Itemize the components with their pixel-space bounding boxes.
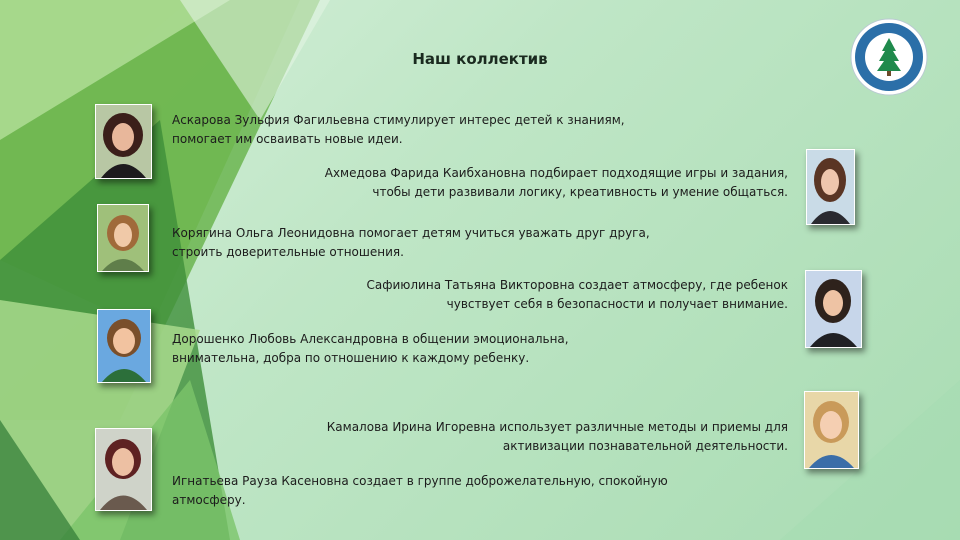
text-line: Камалова Ирина Игоревна использует различные методы и приемы для [326, 420, 788, 434]
photo-safiyulina [805, 270, 862, 348]
text-line: Сафиюлина Татьяна Викторовна создает атмосферу, где ребенок [366, 278, 788, 292]
text-line: Корягина Ольга Леонидовна помогает детям учиться уважать друг друга, [172, 226, 650, 240]
staff-description-doroshenko [172, 330, 569, 368]
text-line: чтобы дети развивали логику, креативность и умение общаться. [372, 185, 788, 199]
photo-askarova [95, 104, 152, 179]
text-line: Аскарова Зульфия Фагильевна стимулирует интерес детей к знаниям, [172, 113, 625, 127]
text-line: чувствует себя в безопасности и получает внимание. [446, 297, 788, 311]
text-line: активизации познавательной деятельности. [502, 439, 788, 453]
text-line: внимательна, добра по отношению к каждому ребенку. [172, 351, 530, 365]
kindergarten-logo-icon [850, 18, 928, 96]
text-line: Игнатьева Рауза Касеновна создает в группе доброжелательную, спокойную [172, 474, 668, 488]
photo-doroshenko [97, 309, 151, 383]
photo-kamalova [804, 391, 859, 469]
text-line: помогает им осваивать новые идеи. [172, 132, 403, 146]
photo-ignatieva [95, 428, 152, 511]
page-title: Наш коллектив [412, 50, 548, 68]
text-line: Ахмедова Фарида Каибхановна подбирает подходящие игры и задания, [324, 166, 788, 180]
staff-description-koryagina [172, 224, 650, 262]
staff-description-askarova [172, 111, 625, 149]
text-line: Дорошенко Любовь Александровна в общении эмоциональна, [172, 332, 569, 346]
staff-description-akhmedova [325, 164, 788, 202]
text-line: строить доверительные отношения. [172, 245, 404, 259]
staff-description-safiyulina [366, 276, 788, 314]
staff-description-ignatieva [172, 472, 668, 510]
staff-description-kamalova [327, 418, 788, 456]
photo-koryagina [97, 204, 149, 272]
photo-akhmedova [806, 149, 855, 225]
text-line: атмосферу. [172, 493, 246, 507]
